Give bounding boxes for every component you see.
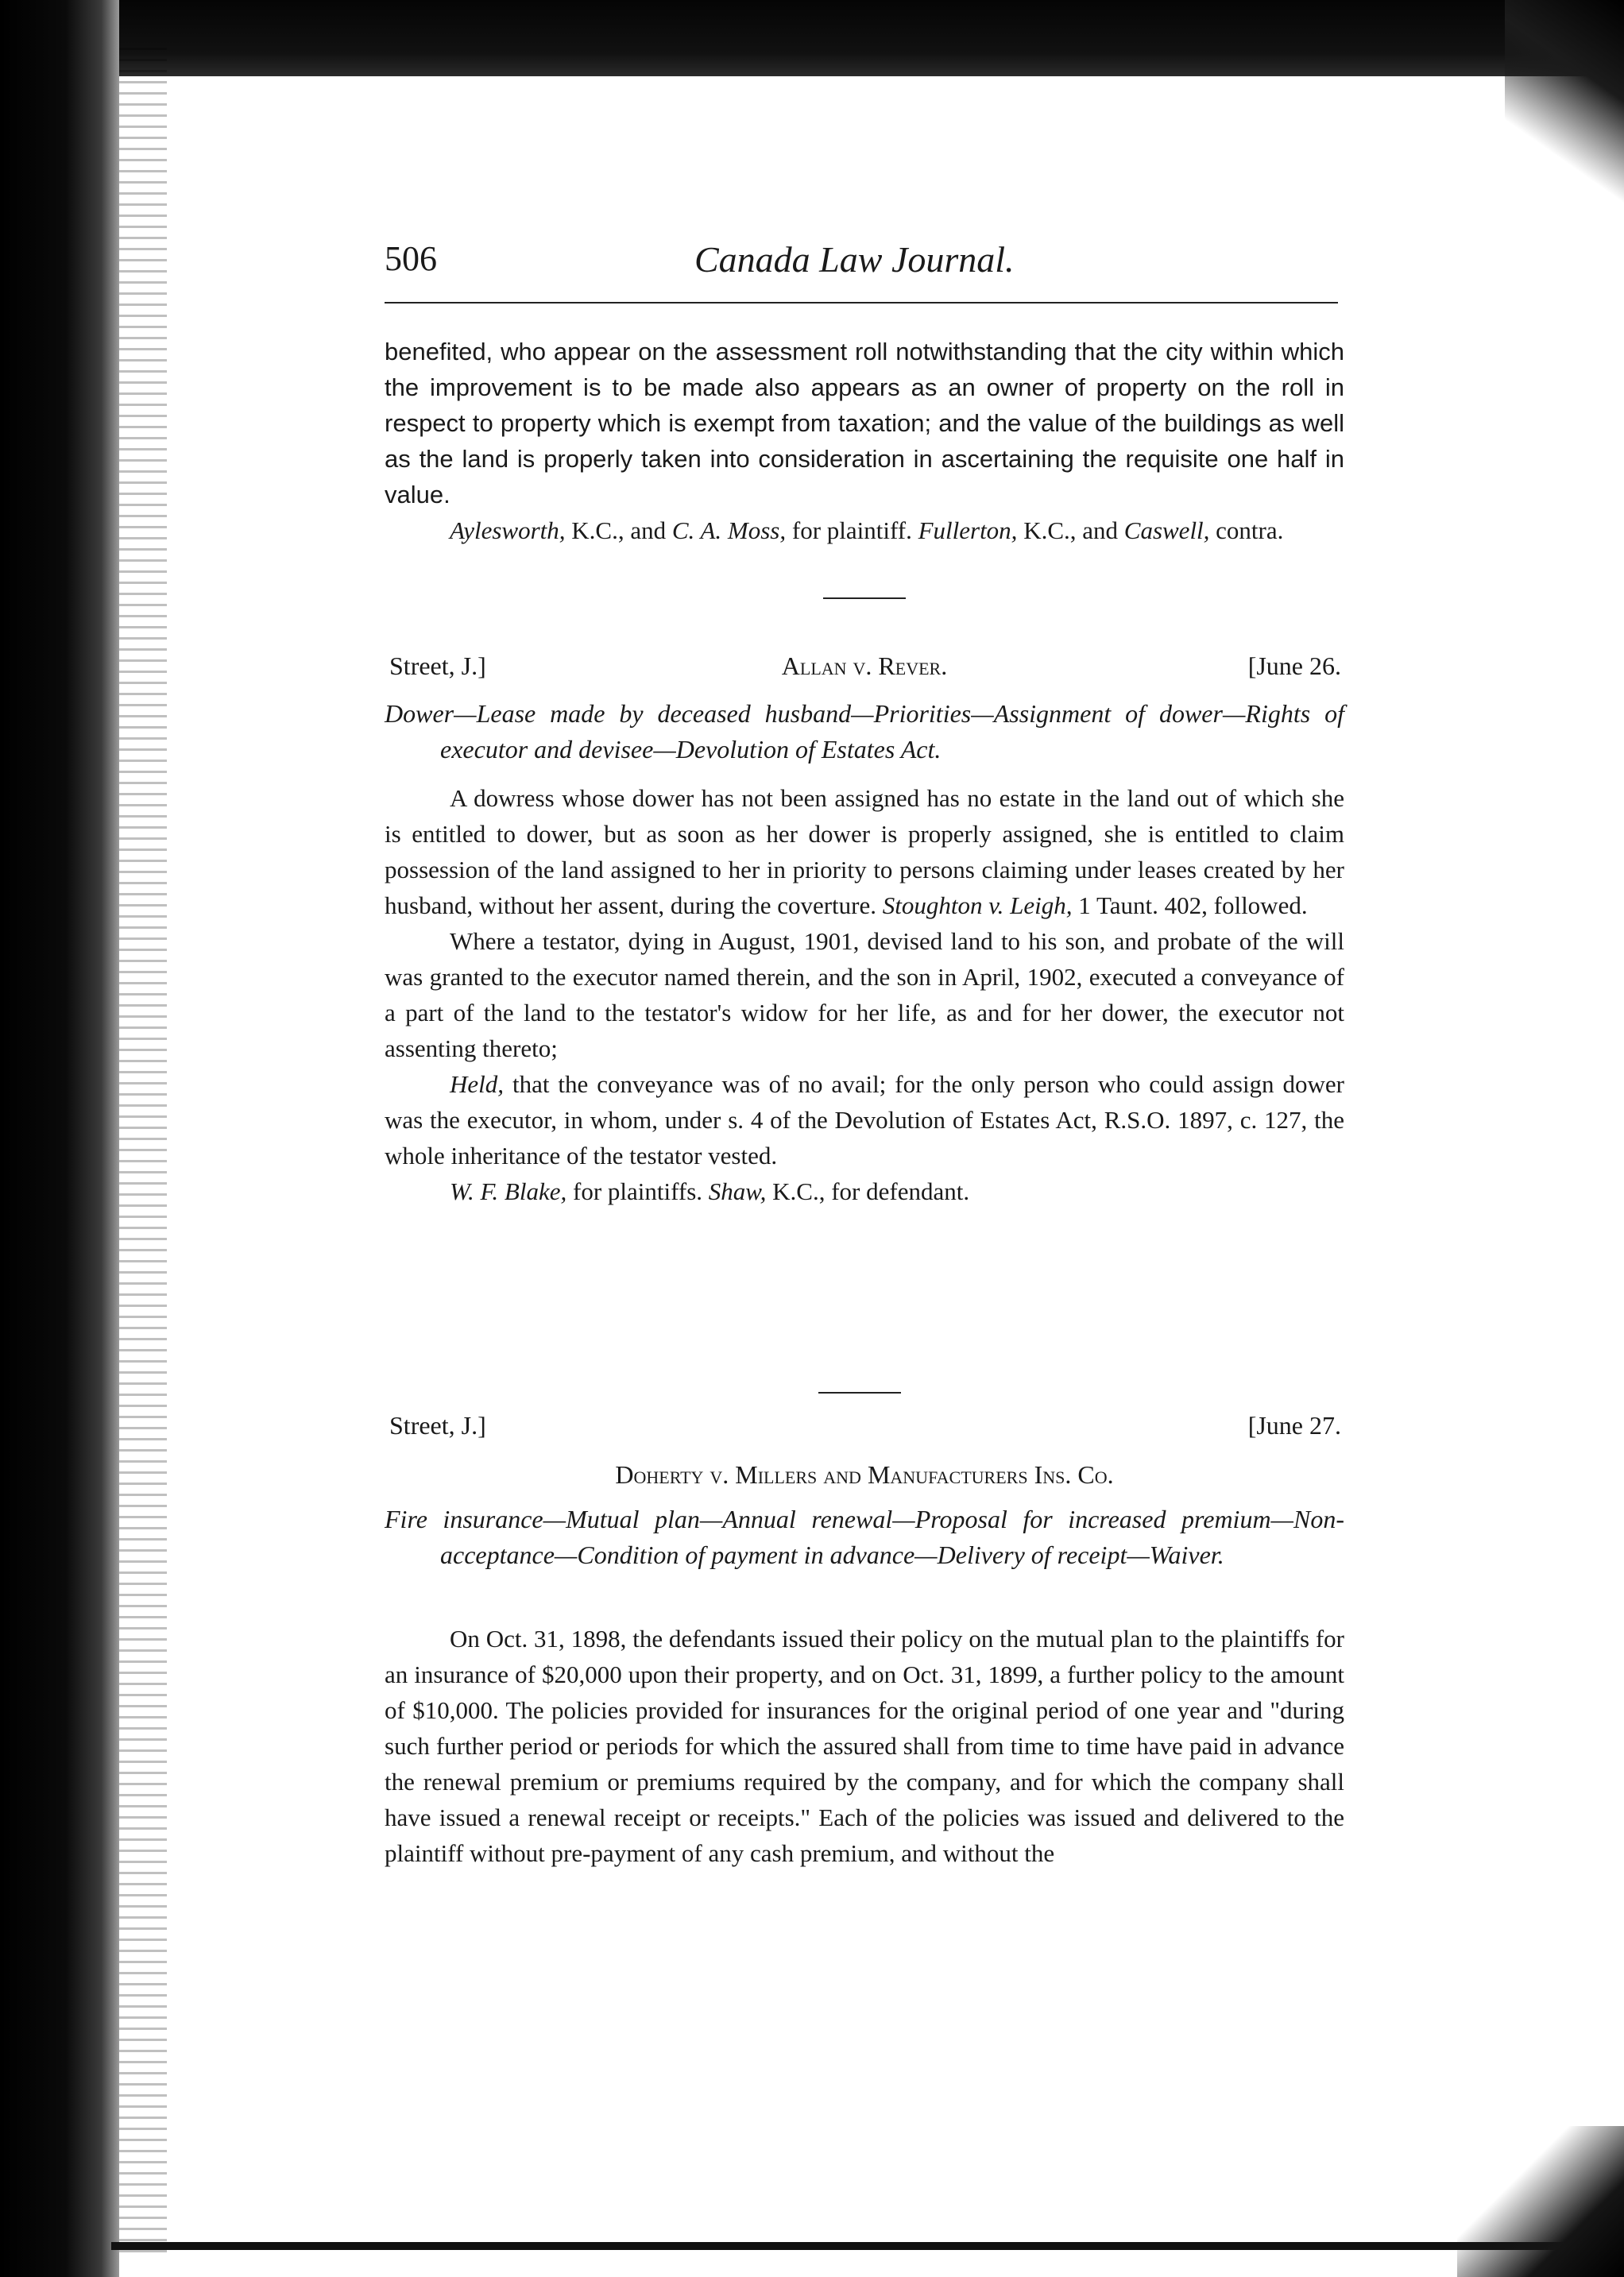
held-label: Held,: [450, 1070, 505, 1098]
case3-body: [385, 1621, 1344, 1871]
case-date: [June 27.: [1247, 1411, 1341, 1440]
section-divider: [818, 1392, 901, 1394]
counsel-name: Fullerton,: [918, 516, 1018, 544]
header-rule: [385, 302, 1338, 303]
counsel-name: Caswell,: [1123, 516, 1210, 544]
counsel-name: Aylesworth,: [450, 516, 566, 544]
case3-heading: [385, 1411, 1344, 1448]
case3-title: Doherty v. Millers and Manufacturers Ins. Co.: [615, 1460, 1114, 1489]
counsel-text: contra.: [1209, 516, 1284, 544]
counsel-name: C. A. Moss,: [671, 516, 787, 544]
case-title: Allan v. Rever.: [781, 651, 948, 680]
headnote-text: Fire insurance—Mutual plan—Annual renewal—Proposal for increased premium—Non-acceptance—Condition of payment in advance—Delivery of receipt—Waiver.: [385, 1505, 1344, 1569]
paragraph-text: A dowress whose dower has not been assigned has no estate in the land out of which she is entitled to dower, but as soon as her dower is properly assigned, she is entitled to claim possession of the land assigned to her in priority to persons claiming under leases created by her husband, without her assent, during the coverture.: [385, 784, 1344, 919]
case2-headnote: [385, 696, 1344, 767]
case3-paragraph-1: On Oct. 31, 1898, the defendants issued their policy on the mutual plan to the plaintiffs for an insurance of $20,000 upon their property, and on Oct. 31, 1899, a further policy to the amount of $10,000. The policies provided for insurances for the original period of one year and "during such further period or periods for which the assured shall from time to time have paid in advance the renewal premium or premiums required by the company, and for which the company shall have issued a renewal receipt or receipts." Each of the policies was issued and delivered to the plaintiff without pre-payment of any cash premium, and without the: [385, 1625, 1344, 1867]
case2-paragraph-2: Where a testator, dying in August, 1901, devised land to his son, and probate of the will was granted to the executor named therein, and the son in April, 1902, executed a conveyance of a part of the land to the testator's widow for her life, as and for her dower, the executor not assenting thereto;: [385, 927, 1344, 1062]
counsel-text: for plaintiff.: [786, 516, 918, 544]
running-head: [385, 238, 1338, 294]
case-citation: Stoughton v. Leigh,: [882, 891, 1073, 919]
case2-counsel: [385, 1173, 1344, 1209]
case3-headnote: [385, 1502, 1344, 1573]
case-date: [June 26.: [1247, 651, 1341, 680]
case1-section: [385, 334, 1344, 548]
case2-heading: [385, 651, 1344, 688]
paragraph-text: that the conveyance was of no avail; for the only person who could assign dower was the executor, in whom, under s. 4 of the Devolution of Estates Act, R.S.O. 1897, c. 127, the whole inheritance of the testator vested.: [385, 1070, 1344, 1169]
counsel-text: for plaintiffs.: [566, 1177, 709, 1205]
case2-paragraph-1: [385, 780, 1344, 923]
case1-paragraph: benefited, who appear on the assessment roll notwithstanding that the city within which the improvement is to be made also appears as an owner of property on the roll in respect to property which is exempt from taxation; and the value of the buildings as well as the land is properly taken into consideration in ascertaining the requisite one half in value.: [385, 338, 1344, 508]
journal-title: Canada Law Journal.: [694, 239, 1015, 280]
case1-counsel: [385, 512, 1344, 548]
judge-name: Street, J.]: [389, 651, 486, 680]
counsel-text: K.C., and: [1017, 516, 1124, 544]
case2-paragraph-3: [385, 1066, 1344, 1173]
paragraph-text: 1 Taunt. 402, followed.: [1072, 891, 1308, 919]
page-number: 506: [385, 239, 437, 278]
counsel-name: Shaw,: [708, 1177, 767, 1205]
section-divider: [823, 597, 906, 599]
counsel-name: W. F. Blake,: [450, 1177, 567, 1205]
judge-name: Street, J.]: [389, 1411, 486, 1440]
headnote-text: Dower—Lease made by deceased husband—Priorities—Assignment of dower—Rights of executor and devisee—Devolution of Estates Act.: [385, 699, 1344, 764]
case2-body: [385, 780, 1344, 1209]
counsel-text: K.C., for defendant.: [766, 1177, 970, 1205]
counsel-text: K.C., and: [565, 516, 672, 544]
